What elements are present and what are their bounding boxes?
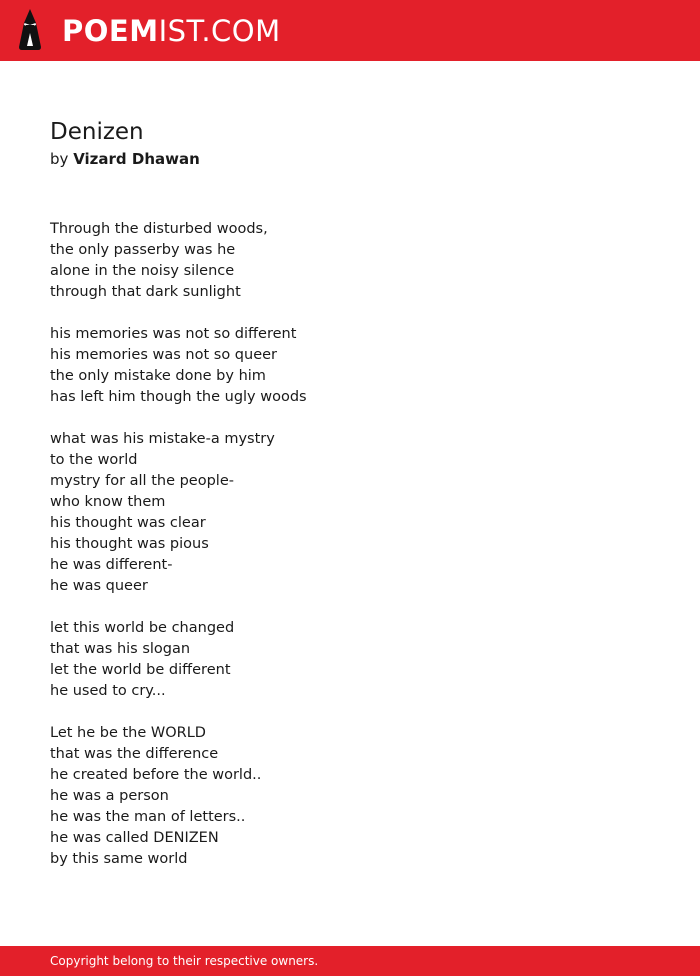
poem-line: let the world be different	[50, 662, 231, 678]
poem-line: Through the disturbed woods,	[50, 221, 268, 237]
poem-line: alone in the noisy silence	[50, 263, 235, 279]
poem-line: by this same world	[50, 851, 188, 867]
poem-stanza	[50, 723, 650, 870]
poem-line: mystry for all the people-	[50, 473, 234, 489]
poem-line: what was his mistake-a mystry	[50, 431, 275, 447]
poem-line: that was his slogan	[50, 641, 191, 657]
site-header	[0, 0, 700, 61]
pencil-tip-icon[interactable]	[17, 9, 43, 51]
poem-line: he used to cry...	[50, 683, 166, 699]
brand-name-bold: POEM	[62, 14, 159, 48]
poem-line: his thought was pious	[50, 536, 209, 552]
poem-stanza	[50, 324, 650, 408]
poem-line: who know them	[50, 494, 166, 510]
poem-line: his memories was not so queer	[50, 347, 277, 363]
poem-stanza	[50, 429, 650, 597]
poem-line: his memories was not so different	[50, 326, 297, 342]
by-label: by	[50, 150, 69, 168]
poem-line: to the world	[50, 452, 138, 468]
copyright-text: Copyright belong to their respective owners.	[50, 954, 319, 968]
site-logo[interactable]	[62, 14, 281, 48]
poem-line: he was a person	[50, 788, 169, 804]
poem-line: the only mistake done by him	[50, 368, 266, 384]
poem-line: he was queer	[50, 578, 148, 594]
poem-line: through that dark sunlight	[50, 284, 241, 300]
poem-title: Denizen	[50, 119, 144, 145]
poem-line: he was called DENIZEN	[50, 830, 219, 846]
poem-line: he was the man of letters..	[50, 809, 246, 825]
poem-line: that was the difference	[50, 746, 219, 762]
poem-line: let this world be changed	[50, 620, 235, 636]
brand-name-light: IST.COM	[158, 14, 281, 48]
poem-stanza	[50, 219, 650, 303]
author-name: Vizard Dhawan	[73, 150, 200, 168]
poem-body	[50, 219, 650, 891]
poem-line: Let he be the WORLD	[50, 725, 206, 741]
poem-line: the only passerby was he	[50, 242, 236, 258]
poem-line: his thought was clear	[50, 515, 206, 531]
poem-line: he created before the world..	[50, 767, 262, 783]
site-footer	[0, 946, 700, 976]
poem-line: he was different-	[50, 557, 173, 573]
poem-byline	[50, 148, 200, 170]
poem-line: has left him though the ugly woods	[50, 389, 307, 405]
poem-stanza	[50, 618, 650, 702]
